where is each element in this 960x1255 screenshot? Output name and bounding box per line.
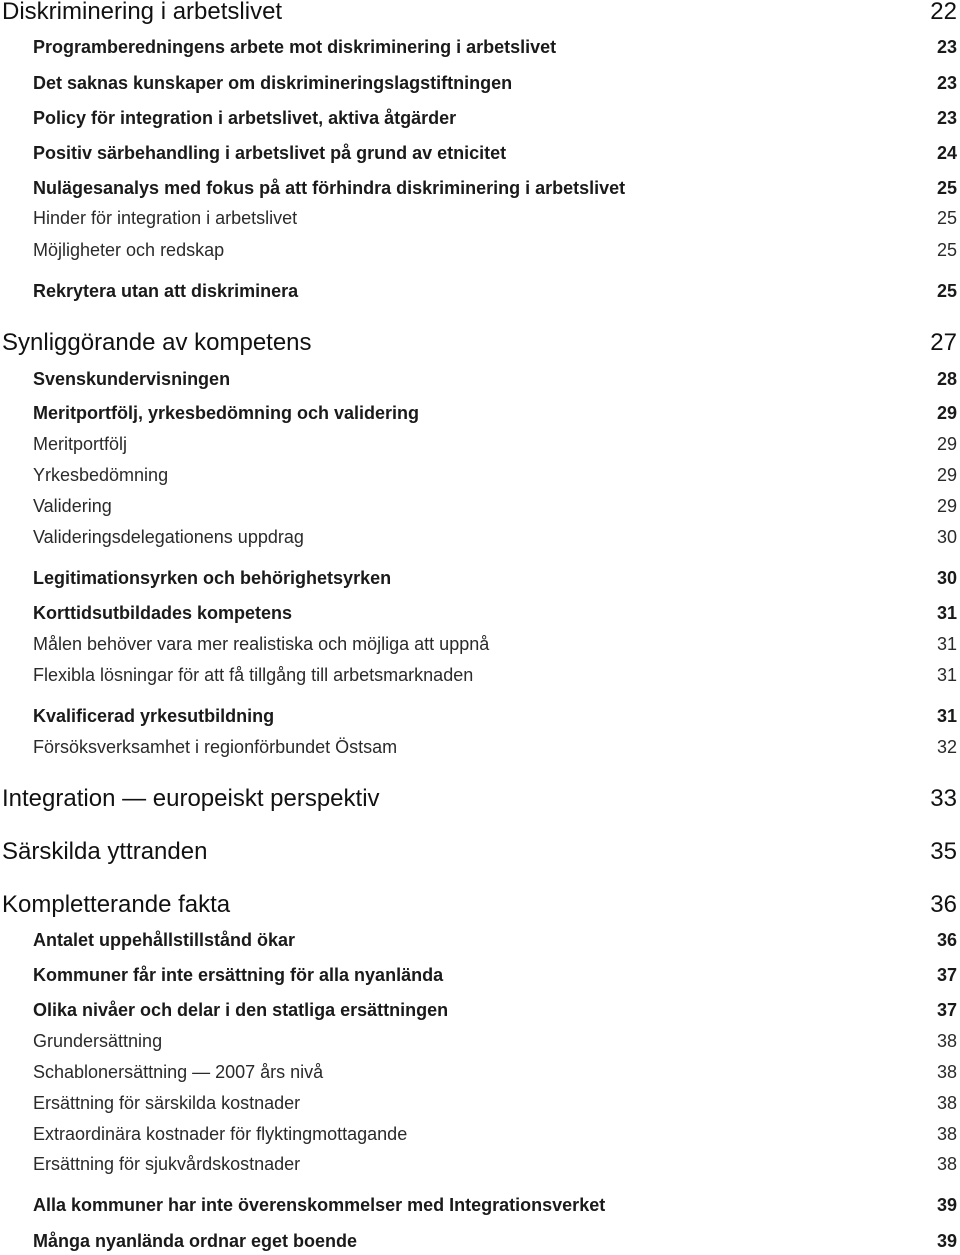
toc-entry-title: Särskilda yttranden [2, 838, 208, 865]
toc-entry [0, 1032, 960, 1050]
toc-page-number: 31 [936, 665, 957, 685]
toc-entry-title: Kommuner får inte ersättning för alla nyanlända [33, 965, 444, 985]
toc-entry-title: Alla kommuner har inte överenskommelser med Integrationsverket [33, 1195, 606, 1215]
toc-entry [0, 38, 960, 56]
toc-entry [0, 707, 960, 725]
toc-page-number: 35 [930, 838, 957, 865]
toc-entry-title: Integration — europeiskt perspektiv [2, 785, 380, 812]
toc-page-number: 37 [936, 965, 957, 985]
toc-page-number: 29 [936, 403, 957, 423]
toc-entry-title: Rekrytera utan att diskriminera [33, 281, 299, 301]
toc-entry-title: Diskriminering i arbetslivet [2, 0, 283, 25]
toc-entry [0, 1125, 960, 1143]
toc-section-heading [0, 0, 960, 24]
toc-entry [0, 497, 960, 515]
toc-page-number: 29 [936, 496, 957, 516]
toc-page-number: 38 [936, 1031, 957, 1051]
toc-entry-title: Svenskundervisningen [33, 369, 231, 389]
toc-entry-title: Möjligheter och redskap [33, 240, 225, 260]
toc-entry-title: Meritportfölj [33, 434, 128, 454]
toc-entry [0, 109, 960, 127]
toc-page-number: 39 [936, 1231, 957, 1251]
toc-page-number: 31 [936, 634, 957, 654]
toc-entry-title: Ersättning för särskilda kostnader [33, 1093, 301, 1113]
toc-section-heading [0, 840, 960, 864]
toc-entry [0, 179, 960, 197]
toc-entry-title: Nulägesanalys med fokus på att förhindra diskriminering i arbetslivet [33, 178, 626, 198]
toc-entry [0, 241, 960, 259]
toc-entry-title: Målen behöver vara mer realistiska och möjliga att uppnå [33, 634, 490, 654]
toc-entry-title: Flexibla lösningar för att få tillgång till arbetsmarknaden [33, 665, 474, 685]
toc-entry-title: Grundersättning [33, 1031, 163, 1051]
toc-entry-title: Validering [33, 496, 112, 516]
toc-entry [0, 1001, 960, 1019]
toc-page-number: 29 [936, 465, 957, 485]
toc-page-number: 25 [936, 178, 957, 198]
toc-page-number: 38 [936, 1062, 957, 1082]
toc-entry [0, 370, 960, 388]
toc-page-number: 25 [936, 240, 957, 260]
toc-page-number: 33 [930, 785, 957, 812]
toc-page-number: 23 [936, 108, 957, 128]
toc-entry [0, 604, 960, 622]
toc-entry [0, 966, 960, 984]
toc-entry-title: Programberedningens arbete mot diskriminering i arbetslivet [33, 37, 557, 57]
toc-page-number: 39 [936, 1195, 957, 1215]
toc-section-heading [0, 893, 960, 917]
toc-page-number: 22 [930, 0, 957, 25]
toc-page-number: 32 [936, 737, 957, 757]
toc-entry-title: Ersättning för sjukvårdskostnader [33, 1154, 301, 1174]
toc-entry [0, 1094, 960, 1112]
toc-page-number: 38 [936, 1124, 957, 1144]
toc-entry-title: Legitimationsyrken och behörighetsyrken [33, 568, 392, 588]
toc-entry-title: Policy för integration i arbetslivet, aktiva åtgärder [33, 108, 457, 128]
toc-entry-title: Positiv särbehandling i arbetslivet på grund av etnicitet [33, 143, 507, 163]
toc-page-number: 27 [930, 329, 957, 356]
toc-page-number: 31 [936, 603, 957, 623]
toc-entry-title: Många nyanlända ordnar eget boende [33, 1231, 358, 1251]
toc-entry [0, 528, 960, 546]
toc-entry-title: Schablonersättning — 2007 års nivå [33, 1062, 324, 1082]
toc-page-number: 38 [936, 1154, 957, 1174]
toc-entry [0, 404, 960, 422]
toc-page-number: 37 [936, 1000, 957, 1020]
toc-page-number: 29 [936, 434, 957, 454]
toc-entry-title: Extraordinära kostnader för flyktingmottagande [33, 1124, 408, 1144]
toc-entry-title: Olika nivåer och delar i den statliga ersättningen [33, 1000, 449, 1020]
toc-entry [0, 1232, 960, 1250]
toc-entry [0, 931, 960, 949]
toc-entry [0, 1063, 960, 1081]
toc-entry [0, 1196, 960, 1214]
toc-entry [0, 738, 960, 756]
toc-entry-title: Antalet uppehållstillstånd ökar [33, 930, 296, 950]
toc-entry-title: Valideringsdelegationens uppdrag [33, 527, 304, 547]
toc-entry [0, 569, 960, 587]
toc-page-number: 24 [936, 143, 957, 163]
toc-page-number: 38 [936, 1093, 957, 1113]
toc-entry-title: Meritportfölj, yrkesbedömning och validering [33, 403, 420, 423]
toc-section-heading [0, 787, 960, 811]
toc-page-number: 30 [936, 527, 957, 547]
toc-entry-title: Synliggörande av kompetens [2, 329, 312, 356]
toc-page-number: 36 [930, 891, 957, 918]
toc-entry-title: Försöksverksamhet i regionförbundet Östsam [33, 737, 398, 757]
toc-entry-title: Korttidsutbildades kompetens [33, 603, 293, 623]
toc-entry [0, 435, 960, 453]
toc-entry [0, 282, 960, 300]
toc-page-number: 28 [936, 369, 957, 389]
toc-section-heading [0, 331, 960, 355]
toc-entry [0, 1155, 960, 1173]
toc-page-number: 25 [936, 281, 957, 301]
toc-entry-title: Hinder för integration i arbetslivet [33, 208, 298, 228]
toc-entry [0, 209, 960, 227]
toc-entry [0, 666, 960, 684]
toc-entry-title: Kvalificerad yrkesutbildning [33, 706, 275, 726]
toc-page-number: 23 [936, 73, 957, 93]
toc-entry [0, 144, 960, 162]
toc-entry [0, 466, 960, 484]
toc-page-number: 25 [936, 208, 957, 228]
toc-entry [0, 635, 960, 653]
toc-entry [0, 74, 960, 92]
toc-page-number: 30 [936, 568, 957, 588]
toc-entry-title: Det saknas kunskaper om diskrimineringslagstiftningen [33, 73, 513, 93]
toc-entry-title: Kompletterande fakta [2, 891, 231, 918]
toc-page-number: 23 [936, 37, 957, 57]
toc-page-number: 36 [936, 930, 957, 950]
toc-page-number: 31 [936, 706, 957, 726]
toc-entry-title: Yrkesbedömning [33, 465, 169, 485]
